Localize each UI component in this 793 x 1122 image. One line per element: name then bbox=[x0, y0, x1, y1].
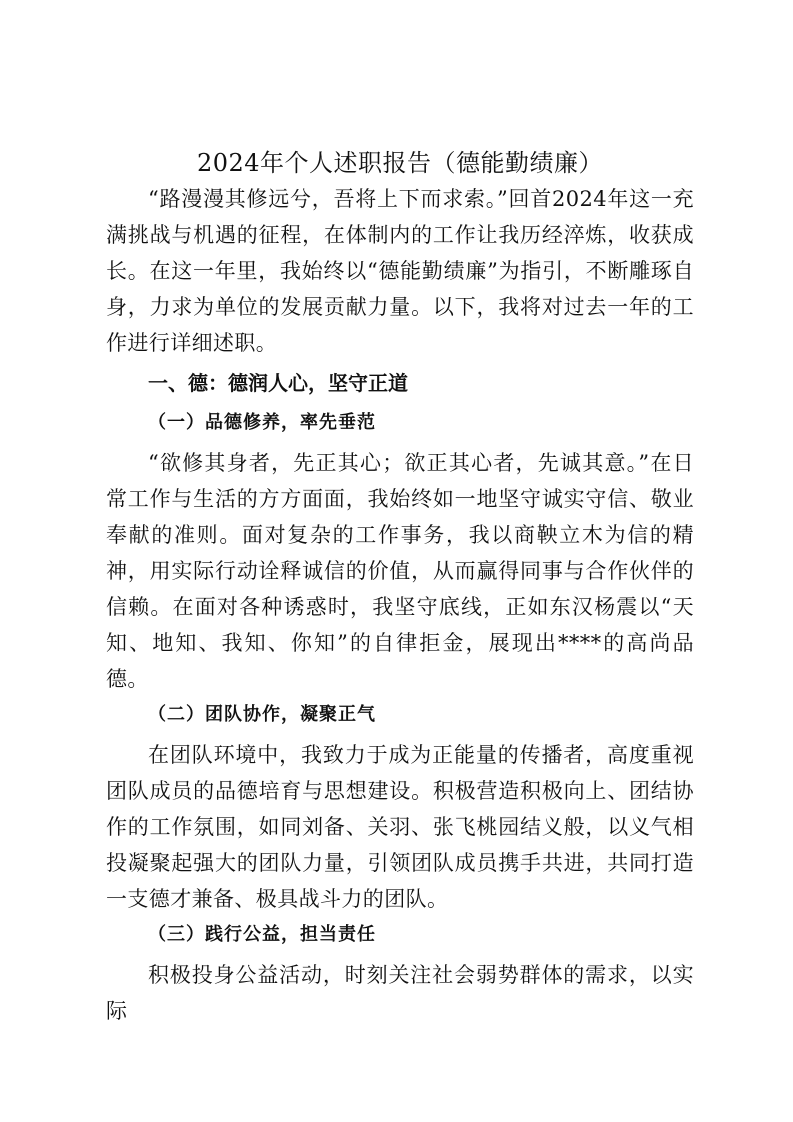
subsection-heading-1: （一）品德修养，率先垂范 bbox=[148, 412, 376, 433]
document-body bbox=[106, 145, 694, 1029]
subsection-paragraph-1: “欲修其身者，先正其心；欲正其心者，先诚其意。”在日常工作与生活的方方面面，我始终如一地坚守诚实守信、敬业奉献的准则。面对复杂的工作事务，我以商鞅立木为信的精神，用实际行动诠释诚信的价值，从而赢得同事与合作伙伴的信赖。在面对各种诱惑时，我坚守底线，正如东汉杨震以“天知、地知、我知、你知”的自律拒金，展现出****的高尚品德。 bbox=[106, 451, 694, 691]
section-heading-de: 一、德：德润人心，坚守正道 bbox=[148, 371, 408, 395]
document-title: 2024年个人述职报告（德能勤绩廉） bbox=[196, 149, 604, 177]
subsection-heading-2: （二）团队协作，凝聚正气 bbox=[148, 704, 376, 725]
subsection-paragraph-2: 在团队环境中，我致力于成为正能量的传播者，高度重视团队成员的品德培育与思想建设。积极营造积极向上、团结协作的工作氛围，如同刘备、关羽、张飞桃园结义般，以义气相投凝聚起强大的团队力量，引领团队成员携手共进，共同打造一支德才兼备、极具战斗力的团队。 bbox=[106, 743, 694, 911]
intro-paragraph: “路漫漫其修远兮，吾将上下而求索。”回首2024年这一充满挑战与机遇的征程，在体制内的工作让我历经淬炼，收获成长。在这一年里，我始终以“德能勤绩廉”为指引，不断雕琢自身，力求为单位的发展贡献力量。以下，我将对过去一年的工作进行详细述职。 bbox=[106, 187, 694, 355]
subsection-paragraph-3: 积极投身公益活动，时刻关注社会弱势群体的需求，以实际 bbox=[106, 963, 694, 1023]
subsection-heading-3: （三）践行公益，担当责任 bbox=[148, 924, 376, 945]
